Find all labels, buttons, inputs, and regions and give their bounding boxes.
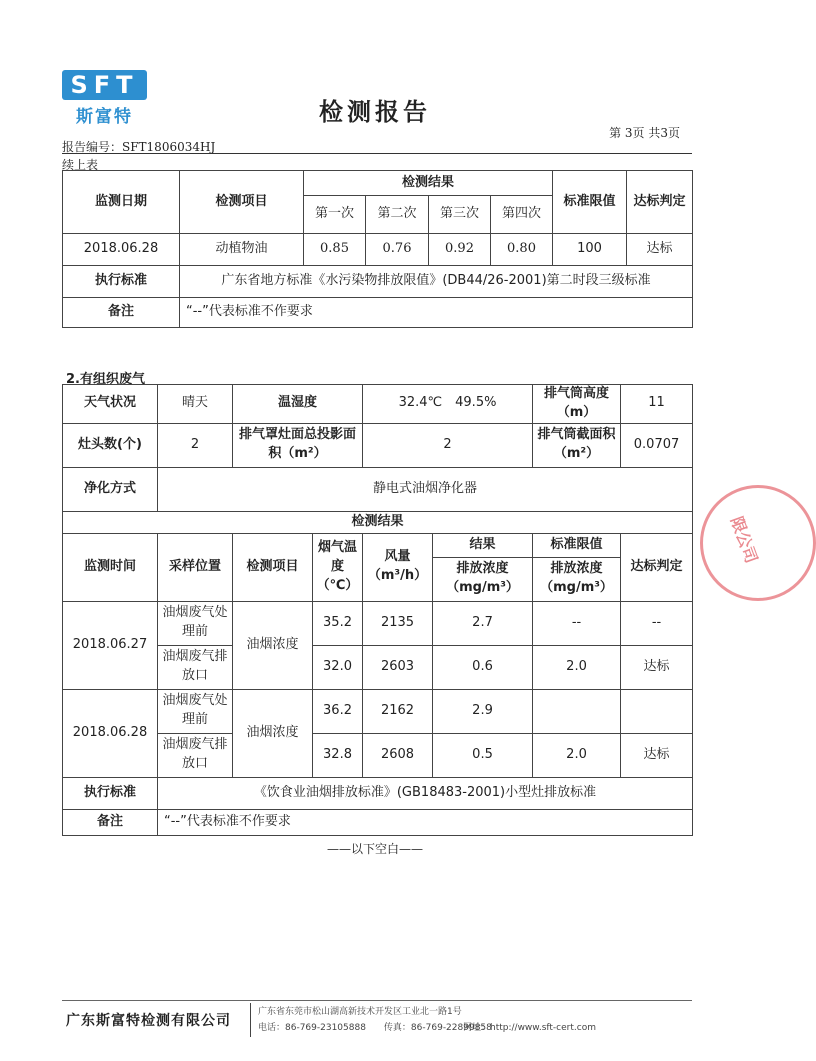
header-run-2: 第二次 <box>366 196 429 234</box>
table-row <box>63 234 693 266</box>
cell-date: 2018.06.27 <box>63 601 158 689</box>
note-label: 备注 <box>63 809 158 835</box>
header-emission-conc: 排放浓度（mg/m³） <box>433 557 533 601</box>
cell-pass: 达标 <box>621 733 693 777</box>
cell-limit: 100 <box>553 234 627 266</box>
purify-label: 净化方式 <box>63 467 158 511</box>
cell-run-3: 0.92 <box>429 234 491 266</box>
cell-conc: 2.9 <box>433 689 533 733</box>
cell-temp: 32.0 <box>313 645 363 689</box>
header-run-3: 第三次 <box>429 196 491 234</box>
footer-website: 网址：http://www.sft-cert.com <box>463 1023 596 1033</box>
note-value: “--”代表标准不作要求 <box>158 809 693 835</box>
footer-divider <box>250 1003 251 1037</box>
header-monitor-time: 监测时间 <box>63 533 158 601</box>
logo-mark: SFT <box>62 70 147 100</box>
wastewater-results-table <box>62 170 693 328</box>
cell-item: 油烟浓度 <box>233 601 313 689</box>
stack-area-value: 0.0707 <box>621 423 693 467</box>
footer-company: 广东斯富特检测有限公司 <box>66 1013 231 1029</box>
header-standard-limit: 标准限值 <box>533 533 621 557</box>
header-monitor-date: 监测日期 <box>63 171 180 234</box>
cell-item: 动植物油 <box>180 234 304 266</box>
stack-height-value: 11 <box>621 385 693 424</box>
header-test-results: 检测结果 <box>304 171 553 196</box>
stoves-value: 2 <box>158 423 233 467</box>
cell-position: 油烟废气处理前 <box>158 601 233 645</box>
cell-run-4: 0.80 <box>491 234 553 266</box>
cell-pass: 达标 <box>627 234 693 266</box>
page-number: 第 3页 共3页 <box>609 126 680 140</box>
footer-rule <box>62 1000 692 1001</box>
header-result: 结果 <box>433 533 533 557</box>
temp-humidity-value: 32.4℃ 49.5% <box>363 385 533 424</box>
cell-temp: 36.2 <box>313 689 363 733</box>
standard-label: 执行标准 <box>63 777 158 809</box>
header-run-4: 第四次 <box>491 196 553 234</box>
temp-humidity-label: 温湿度 <box>233 385 363 424</box>
cell-flow: 2135 <box>363 601 433 645</box>
stack-height-label: 排气筒高度（m） <box>533 385 621 424</box>
header-air-flow: 风量（m³/h） <box>363 533 433 601</box>
cell-position: 油烟废气处理前 <box>158 689 233 733</box>
results-title: 检测结果 <box>63 511 693 533</box>
cell-conc: 0.6 <box>433 645 533 689</box>
exhaust-gas-table <box>62 384 693 836</box>
cell-pass: -- <box>621 601 693 645</box>
header-compliance: 达标判定 <box>627 171 693 234</box>
stoves-label: 灶头数(个) <box>63 423 158 467</box>
header-compliance: 达标判定 <box>621 533 693 601</box>
blank-below-note: ——以下空白—— <box>326 842 423 856</box>
cell-limit: -- <box>533 601 621 645</box>
cell-limit <box>533 689 621 733</box>
footer-phone-fax: 电话：86-769-23105888 传真：86-769-22899858 <box>258 1023 492 1033</box>
cell-position: 油烟废气排放口 <box>158 645 233 689</box>
table-row <box>63 645 693 689</box>
purify-value: 静电式油烟净化器 <box>158 467 693 511</box>
cell-limit: 2.0 <box>533 645 621 689</box>
cell-position: 油烟废气排放口 <box>158 733 233 777</box>
hood-area-label: 排气罩灶面总投影面积（m²） <box>233 423 363 467</box>
footer-address: 广东省东莞市松山湖高新技术开发区工业北一路1号 <box>258 1007 462 1017</box>
note-label: 备注 <box>63 298 180 328</box>
standard-value: 广东省地方标准《水污染物排放限值》(DB44/26-2001)第二时段三级标准 <box>180 266 693 298</box>
cell-conc: 2.7 <box>433 601 533 645</box>
standard-label: 执行标准 <box>63 266 180 298</box>
table-row <box>63 601 693 645</box>
cell-run-2: 0.76 <box>366 234 429 266</box>
cell-limit: 2.0 <box>533 733 621 777</box>
cell-temp: 32.8 <box>313 733 363 777</box>
cell-conc: 0.5 <box>433 733 533 777</box>
cell-pass <box>621 689 693 733</box>
section-heading: 2.有组织废气 <box>66 372 145 387</box>
weather-label: 天气状况 <box>63 385 158 424</box>
hood-area-value: 2 <box>363 423 533 467</box>
cell-flow: 2162 <box>363 689 433 733</box>
standard-value: 《饮食业油烟排放标准》(GB18483-2001)小型灶排放标准 <box>158 777 693 809</box>
report-number: 报告编号：SFT1806034HJ <box>62 140 216 154</box>
header-limit-conc: 排放浓度（mg/m³） <box>533 557 621 601</box>
stack-area-label: 排气筒截面积（m²） <box>533 423 621 467</box>
header-sample-position: 采样位置 <box>158 533 233 601</box>
continued-label: 续上表 <box>62 158 99 172</box>
header-standard-limit: 标准限值 <box>553 171 627 234</box>
table-row <box>63 733 693 777</box>
cell-flow: 2608 <box>363 733 433 777</box>
seal-text: 限公司 <box>726 514 762 566</box>
table-row <box>63 689 693 733</box>
cell-pass: 达标 <box>621 645 693 689</box>
weather-value: 晴天 <box>158 385 233 424</box>
header-test-item: 检测项目 <box>233 533 313 601</box>
header-test-item: 检测项目 <box>180 171 304 234</box>
cell-date: 2018.06.28 <box>63 689 158 777</box>
company-seal <box>700 485 816 601</box>
cell-run-1: 0.85 <box>304 234 366 266</box>
note-value: “--”代表标准不作要求 <box>180 298 693 328</box>
cell-item: 油烟浓度 <box>233 689 313 777</box>
header-rule <box>62 153 692 154</box>
header-run-1: 第一次 <box>304 196 366 234</box>
cell-flow: 2603 <box>363 645 433 689</box>
logo-cn-text: 斯富特 <box>76 107 133 127</box>
cell-temp: 35.2 <box>313 601 363 645</box>
cell-date: 2018.06.28 <box>63 234 180 266</box>
report-title: 检测报告 <box>319 97 431 126</box>
header-flue-temp: 烟气温度（℃） <box>313 533 363 601</box>
